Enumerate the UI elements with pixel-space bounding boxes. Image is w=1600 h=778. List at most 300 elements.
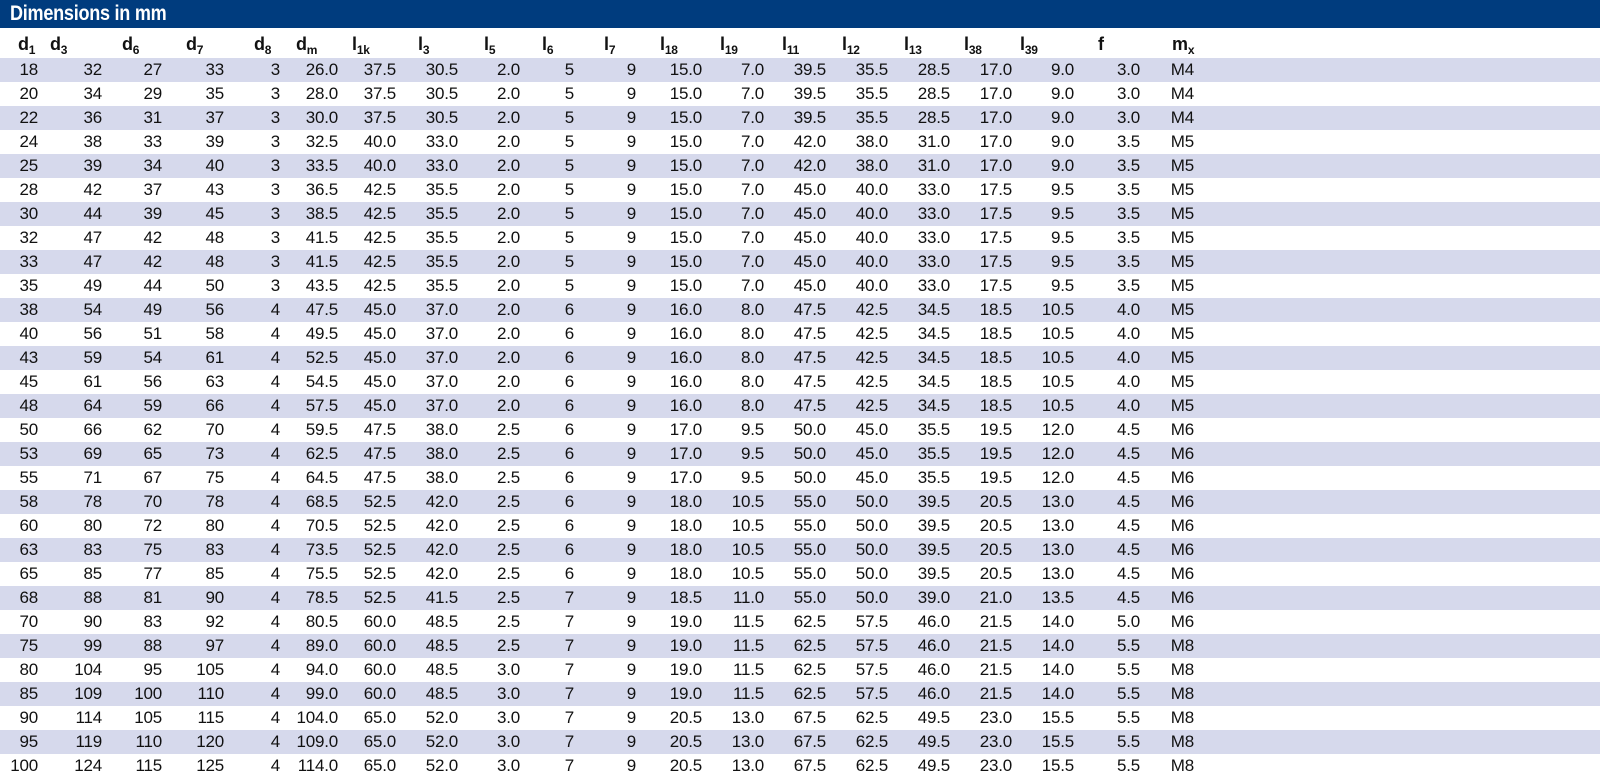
table-cell: 2.0 [496,156,520,175]
table-cell: 18.0 [669,540,702,559]
table-cell: 42.5 [855,324,888,343]
table-cell: 29 [143,84,162,103]
table-cell: 78.5 [305,588,338,607]
table-cell: 40 [19,324,38,343]
table-cell: 3 [270,180,280,199]
table-row [0,538,1600,562]
table-cell: 11.5 [732,684,764,703]
table-cell: 43 [19,348,38,367]
table-cell: 4.0 [1116,348,1140,367]
table-cell: 57.5 [305,396,338,415]
table-cell: 65.0 [363,756,396,775]
table-cell: 66 [83,420,102,439]
table-cell: 33 [19,252,38,271]
table-cell: 48.5 [425,636,458,655]
table-cell: 6 [564,444,574,463]
table-cell: 40.0 [363,156,396,175]
table-cell: 8.0 [740,324,764,343]
table-cell: 33.0 [917,252,950,271]
table-cell: 17.0 [669,468,702,487]
table-cell: 19.0 [669,660,702,679]
table-cell: 9 [626,396,636,415]
table-cell: 21.5 [979,660,1012,679]
table-cell: M6 [1170,564,1194,583]
table-cell: 59.5 [305,420,338,439]
table-cell: 15.0 [669,108,702,127]
table-cell: 19.5 [979,444,1012,463]
table-cell: 3 [270,204,280,223]
table-cell: 5 [564,132,574,151]
table-cell: 7 [564,684,574,703]
table-cell: 2.0 [496,372,520,391]
table-cell: 40.0 [855,204,888,223]
table-cell: 77 [143,564,162,583]
table-cell: 25 [19,156,38,175]
table-cell: 5.5 [1116,732,1140,751]
table-cell: 45 [205,204,224,223]
table-cell: 5 [564,108,574,127]
table-cell: 9 [626,468,636,487]
table-cell: 30.5 [425,60,458,79]
table-cell: 110 [197,684,224,703]
table-cell: 4 [270,492,280,511]
table-cell: 3.5 [1116,156,1140,175]
table-cell: 9.0 [1050,60,1074,79]
table-cell: 45.0 [363,348,396,367]
table-cell: 5.5 [1116,660,1140,679]
table-cell: 45 [19,372,38,391]
table-cell: M8 [1170,636,1194,655]
table-cell: 57.5 [855,684,888,703]
table-cell: 5 [564,156,574,175]
table-cell: 2.0 [496,324,520,343]
table-cell: 4 [270,588,280,607]
table-cell: 45.0 [363,372,396,391]
table-cell: 75 [143,540,162,559]
table-cell: 5.5 [1116,756,1140,775]
table-cell: 17.5 [979,276,1012,295]
table-cell: 62.5 [855,708,888,727]
table-cell: 45.0 [363,396,396,415]
table-cell: 21.5 [979,636,1012,655]
table-cell: 42 [143,228,162,247]
table-cell: 50 [205,276,224,295]
table-cell: 4 [270,756,280,775]
table-cell: 15.0 [669,204,702,223]
table-cell: 70 [143,492,162,511]
table-cell: 9 [626,252,636,271]
table-cell: 9 [626,708,636,727]
table-cell: 73 [205,444,224,463]
table-cell: 95 [19,732,38,751]
table-cell: 4 [270,372,280,391]
table-cell: 4 [270,516,280,535]
table-cell: 7.0 [740,156,764,175]
table-cell: 59 [83,348,102,367]
table-cell: 3 [270,252,280,271]
table-cell: 3.0 [496,756,520,775]
table-cell: 50.0 [855,588,888,607]
table-cell: 49.5 [917,756,950,775]
table-cell: 33.0 [917,228,950,247]
table-cell: 32.5 [305,132,338,151]
table-cell: 9.5 [740,468,764,487]
table-cell: 55.0 [793,492,826,511]
table-cell: 65.0 [363,732,396,751]
table-cell: 14.0 [1041,612,1074,631]
table-cell: 33.0 [425,156,458,175]
table-cell: 39 [83,156,102,175]
table-cell: 14.0 [1041,636,1074,655]
table-cell: 10.5 [1041,324,1074,343]
table-cell: 28 [19,180,38,199]
table-cell: 3.0 [496,660,520,679]
table-cell: 39.5 [917,516,950,535]
table-cell: 4 [270,612,280,631]
table-cell: 92 [205,612,224,631]
table-cell: 4 [270,708,280,727]
table-cell: 70.5 [305,516,338,535]
table-cell: 45.0 [793,276,826,295]
table-cell: 10.5 [1041,372,1074,391]
table-cell: 50.0 [793,420,826,439]
table-cell: 27 [143,60,162,79]
table-cell: 88 [83,588,102,607]
table-cell: 45.0 [793,252,826,271]
table-row [0,490,1600,514]
table-cell: 3 [270,276,280,295]
table-cell: 4 [270,684,280,703]
table-cell: 4 [270,636,280,655]
table-cell: 16.0 [669,300,702,319]
table-cell: 99.0 [305,684,338,703]
table-cell: 4.5 [1116,540,1140,559]
table-cell: 4 [270,420,280,439]
table-cell: 55 [19,468,38,487]
table-cell: 13.0 [1041,540,1074,559]
table-cell: 8.0 [740,300,764,319]
table-cell: 100 [10,756,38,775]
table-cell: 14.0 [1041,660,1074,679]
table-cell: 4.5 [1116,468,1140,487]
table-cell: 4.0 [1116,396,1140,415]
table-cell: 62.5 [855,756,888,775]
column-header: $l_{18}$ [660,34,678,57]
table-cell: 13.0 [1041,492,1074,511]
table-cell: 15.0 [669,156,702,175]
table-cell: 6 [564,468,574,487]
table-cell: 9 [626,444,636,463]
table-cell: 38.0 [855,132,888,151]
table-cell: 119 [75,732,102,751]
table-cell: M5 [1170,156,1194,175]
table-cell: 10.5 [731,492,764,511]
table-cell: 55.0 [793,564,826,583]
table-cell: 23.0 [979,732,1012,751]
table-cell: 43 [205,180,224,199]
table-cell: 3.0 [496,732,520,751]
table-cell: M6 [1170,468,1194,487]
table-cell: 9 [626,540,636,559]
table-cell: 15.0 [669,228,702,247]
table-cell: 45.0 [363,324,396,343]
table-cell: 48 [205,228,224,247]
table-cell: 19.0 [669,612,702,631]
table-cell: 5 [564,84,574,103]
table-cell: 66 [205,396,224,415]
table-cell: 4.5 [1116,516,1140,535]
table-cell: 83 [143,612,162,631]
table-cell: 35.5 [917,468,950,487]
table-cell: 94.0 [305,660,338,679]
table-cell: 3.5 [1116,204,1140,223]
table-cell: 41.5 [305,252,338,271]
table-cell: 7 [564,732,574,751]
table-cell: 38.5 [305,204,338,223]
table-cell: 67 [143,468,162,487]
table-cell: 15.0 [669,180,702,199]
table-cell: M5 [1170,276,1194,295]
table-cell: 52.5 [363,564,396,583]
table-cell: 18.5 [669,588,702,607]
table-cell: 16.0 [669,324,702,343]
dimensions-table [0,28,1600,778]
table-cell: 45.0 [855,420,888,439]
table-cell: 35.5 [855,108,888,127]
table-cell: 9 [626,660,636,679]
table-cell: 18.5 [979,372,1012,391]
table-cell: 34.5 [917,372,950,391]
table-cell: 2.0 [496,348,520,367]
table-cell: M5 [1170,204,1194,223]
column-header: $d_7$ [186,34,204,57]
table-cell: 47.5 [793,324,826,343]
table-cell: 39.0 [917,588,950,607]
table-cell: 7.0 [740,84,764,103]
table-cell: 21.5 [979,684,1012,703]
table-cell: 9 [626,324,636,343]
table-cell: 2.0 [496,60,520,79]
table-cell: 39.5 [793,60,826,79]
table-cell: 55.0 [793,540,826,559]
table-cell: M8 [1170,684,1194,703]
table-header-row [0,28,1600,58]
table-cell: 34.5 [917,300,950,319]
table-cell: 2.5 [496,540,520,559]
table-cell: 54 [83,300,102,319]
column-header: $d_6$ [122,34,140,57]
table-cell: 13.0 [1041,564,1074,583]
table-cell: 6 [564,492,574,511]
table-cell: 7.0 [740,228,764,247]
table-cell: 2.0 [496,252,520,271]
table-cell: 42.0 [793,132,826,151]
table-cell: 47.5 [793,396,826,415]
table-cell: 33.0 [917,204,950,223]
table-cell: 4.5 [1116,492,1140,511]
table-cell: 109 [74,684,102,703]
table-cell: 13.0 [731,756,764,775]
table-cell: 52.5 [363,516,396,535]
table-cell: 17.5 [979,228,1012,247]
table-row [0,250,1600,274]
table-cell: 9 [626,492,636,511]
table-cell: 65 [143,444,162,463]
table-row [0,682,1600,706]
table-cell: 48 [19,396,38,415]
table-cell: 16.0 [669,348,702,367]
table-cell: 30 [19,204,38,223]
table-cell: 3 [270,84,280,103]
table-cell: 42 [83,180,102,199]
table-cell: 75 [19,636,38,655]
table-cell: 2.0 [496,180,520,199]
table-cell: M6 [1170,444,1194,463]
table-cell: 3.5 [1116,228,1140,247]
table-cell: 35.5 [425,204,458,223]
table-cell: 4 [270,444,280,463]
table-cell: 4.0 [1116,324,1140,343]
table-cell: 50.0 [855,516,888,535]
table-cell: 13.5 [1041,588,1074,607]
table-cell: 3 [270,156,280,175]
table-cell: 3.0 [1116,60,1140,79]
table-cell: 9.5 [1050,228,1074,247]
table-cell: 75 [205,468,224,487]
table-cell: 5 [564,204,574,223]
table-cell: 47.5 [793,300,826,319]
column-header: $l_6$ [542,34,554,57]
table-row [0,226,1600,250]
table-cell: 17.5 [979,252,1012,271]
table-cell: 7.0 [740,108,764,127]
column-header: $l_{12}$ [842,34,860,57]
table-cell: 52.5 [363,588,396,607]
table-cell: 47 [83,228,102,247]
table-cell: 34 [143,156,162,175]
table-cell: 115 [197,708,224,727]
table-cell: 3 [270,228,280,247]
table-cell: 75.5 [305,564,338,583]
table-cell: 83 [83,540,102,559]
table-cell: 11.5 [732,660,764,679]
table-cell: 17.0 [979,156,1012,175]
table-cell: 60.0 [363,612,396,631]
table-row [0,154,1600,178]
table-cell: 39.5 [793,84,826,103]
table-cell: 50.0 [855,564,888,583]
table-cell: 4 [270,564,280,583]
table-cell: 45.0 [855,444,888,463]
table-cell: 2.5 [496,516,520,535]
table-cell: 50 [19,420,38,439]
table-cell: 20.5 [979,516,1012,535]
table-cell: 33 [205,60,224,79]
table-cell: 35.5 [425,228,458,247]
table-row [0,274,1600,298]
table-cell: 35 [19,276,38,295]
table-cell: 17.0 [979,60,1012,79]
table-cell: 44 [143,276,162,295]
table-cell: 81 [143,588,162,607]
table-cell: 42.5 [855,396,888,415]
table-cell: 7 [564,612,574,631]
table-cell: 71 [83,468,102,487]
table-cell: 7 [564,660,574,679]
table-cell: 65.0 [363,708,396,727]
table-cell: 3.5 [1116,276,1140,295]
table-cell: 80 [83,516,102,535]
table-cell: 12.0 [1041,420,1074,439]
table-cell: 115 [135,756,162,775]
table-cell: M8 [1170,732,1194,751]
table-cell: 4.5 [1116,588,1140,607]
table-cell: 62.5 [793,684,826,703]
table-cell: 40.0 [855,276,888,295]
table-cell: M8 [1170,660,1194,679]
table-cell: 28.5 [917,84,950,103]
table-cell: 52.0 [425,732,458,751]
table-cell: 4 [270,540,280,559]
table-cell: 2.5 [496,612,520,631]
table-row [0,370,1600,394]
table-cell: 10.5 [1041,396,1074,415]
table-cell: 35.5 [855,84,888,103]
table-cell: 33.0 [917,276,950,295]
table-cell: 2.0 [496,204,520,223]
column-header: $d_1$ [18,34,36,57]
table-cell: 4.0 [1116,372,1140,391]
table-cell: 2.0 [496,228,520,247]
table-cell: 68 [19,588,38,607]
table-cell: 99 [83,636,102,655]
table-cell: 4.5 [1116,444,1140,463]
table-cell: 78 [205,492,224,511]
table-cell: 28.0 [305,84,338,103]
table-cell: 70 [19,612,38,631]
table-cell: 95 [143,660,162,679]
table-cell: M4 [1170,60,1194,79]
table-cell: 42.5 [855,372,888,391]
table-cell: 67.5 [793,708,826,727]
table-cell: 35.5 [855,60,888,79]
table-cell: 18.5 [979,300,1012,319]
table-row [0,130,1600,154]
table-cell: 37.0 [425,300,458,319]
table-cell: 88 [143,636,162,655]
table-cell: M6 [1170,588,1194,607]
table-cell: 5.5 [1116,636,1140,655]
table-cell: 42.5 [363,276,396,295]
table-cell: 62.5 [793,612,826,631]
table-cell: 80 [205,516,224,535]
table-row [0,442,1600,466]
table-cell: 39 [205,132,224,151]
table-row [0,754,1600,778]
table-cell: 105 [134,708,162,727]
table-cell: M5 [1170,132,1194,151]
table-cell: 47.5 [305,300,338,319]
table-cell: 70 [205,420,224,439]
table-cell: 4 [270,324,280,343]
table-row [0,106,1600,130]
table-row [0,658,1600,682]
table-cell: 48.5 [425,612,458,631]
table-cell: 40 [205,156,224,175]
column-header: $d_m$ [296,34,318,57]
table-cell: 11.0 [732,588,764,607]
table-cell: 7.0 [740,276,764,295]
